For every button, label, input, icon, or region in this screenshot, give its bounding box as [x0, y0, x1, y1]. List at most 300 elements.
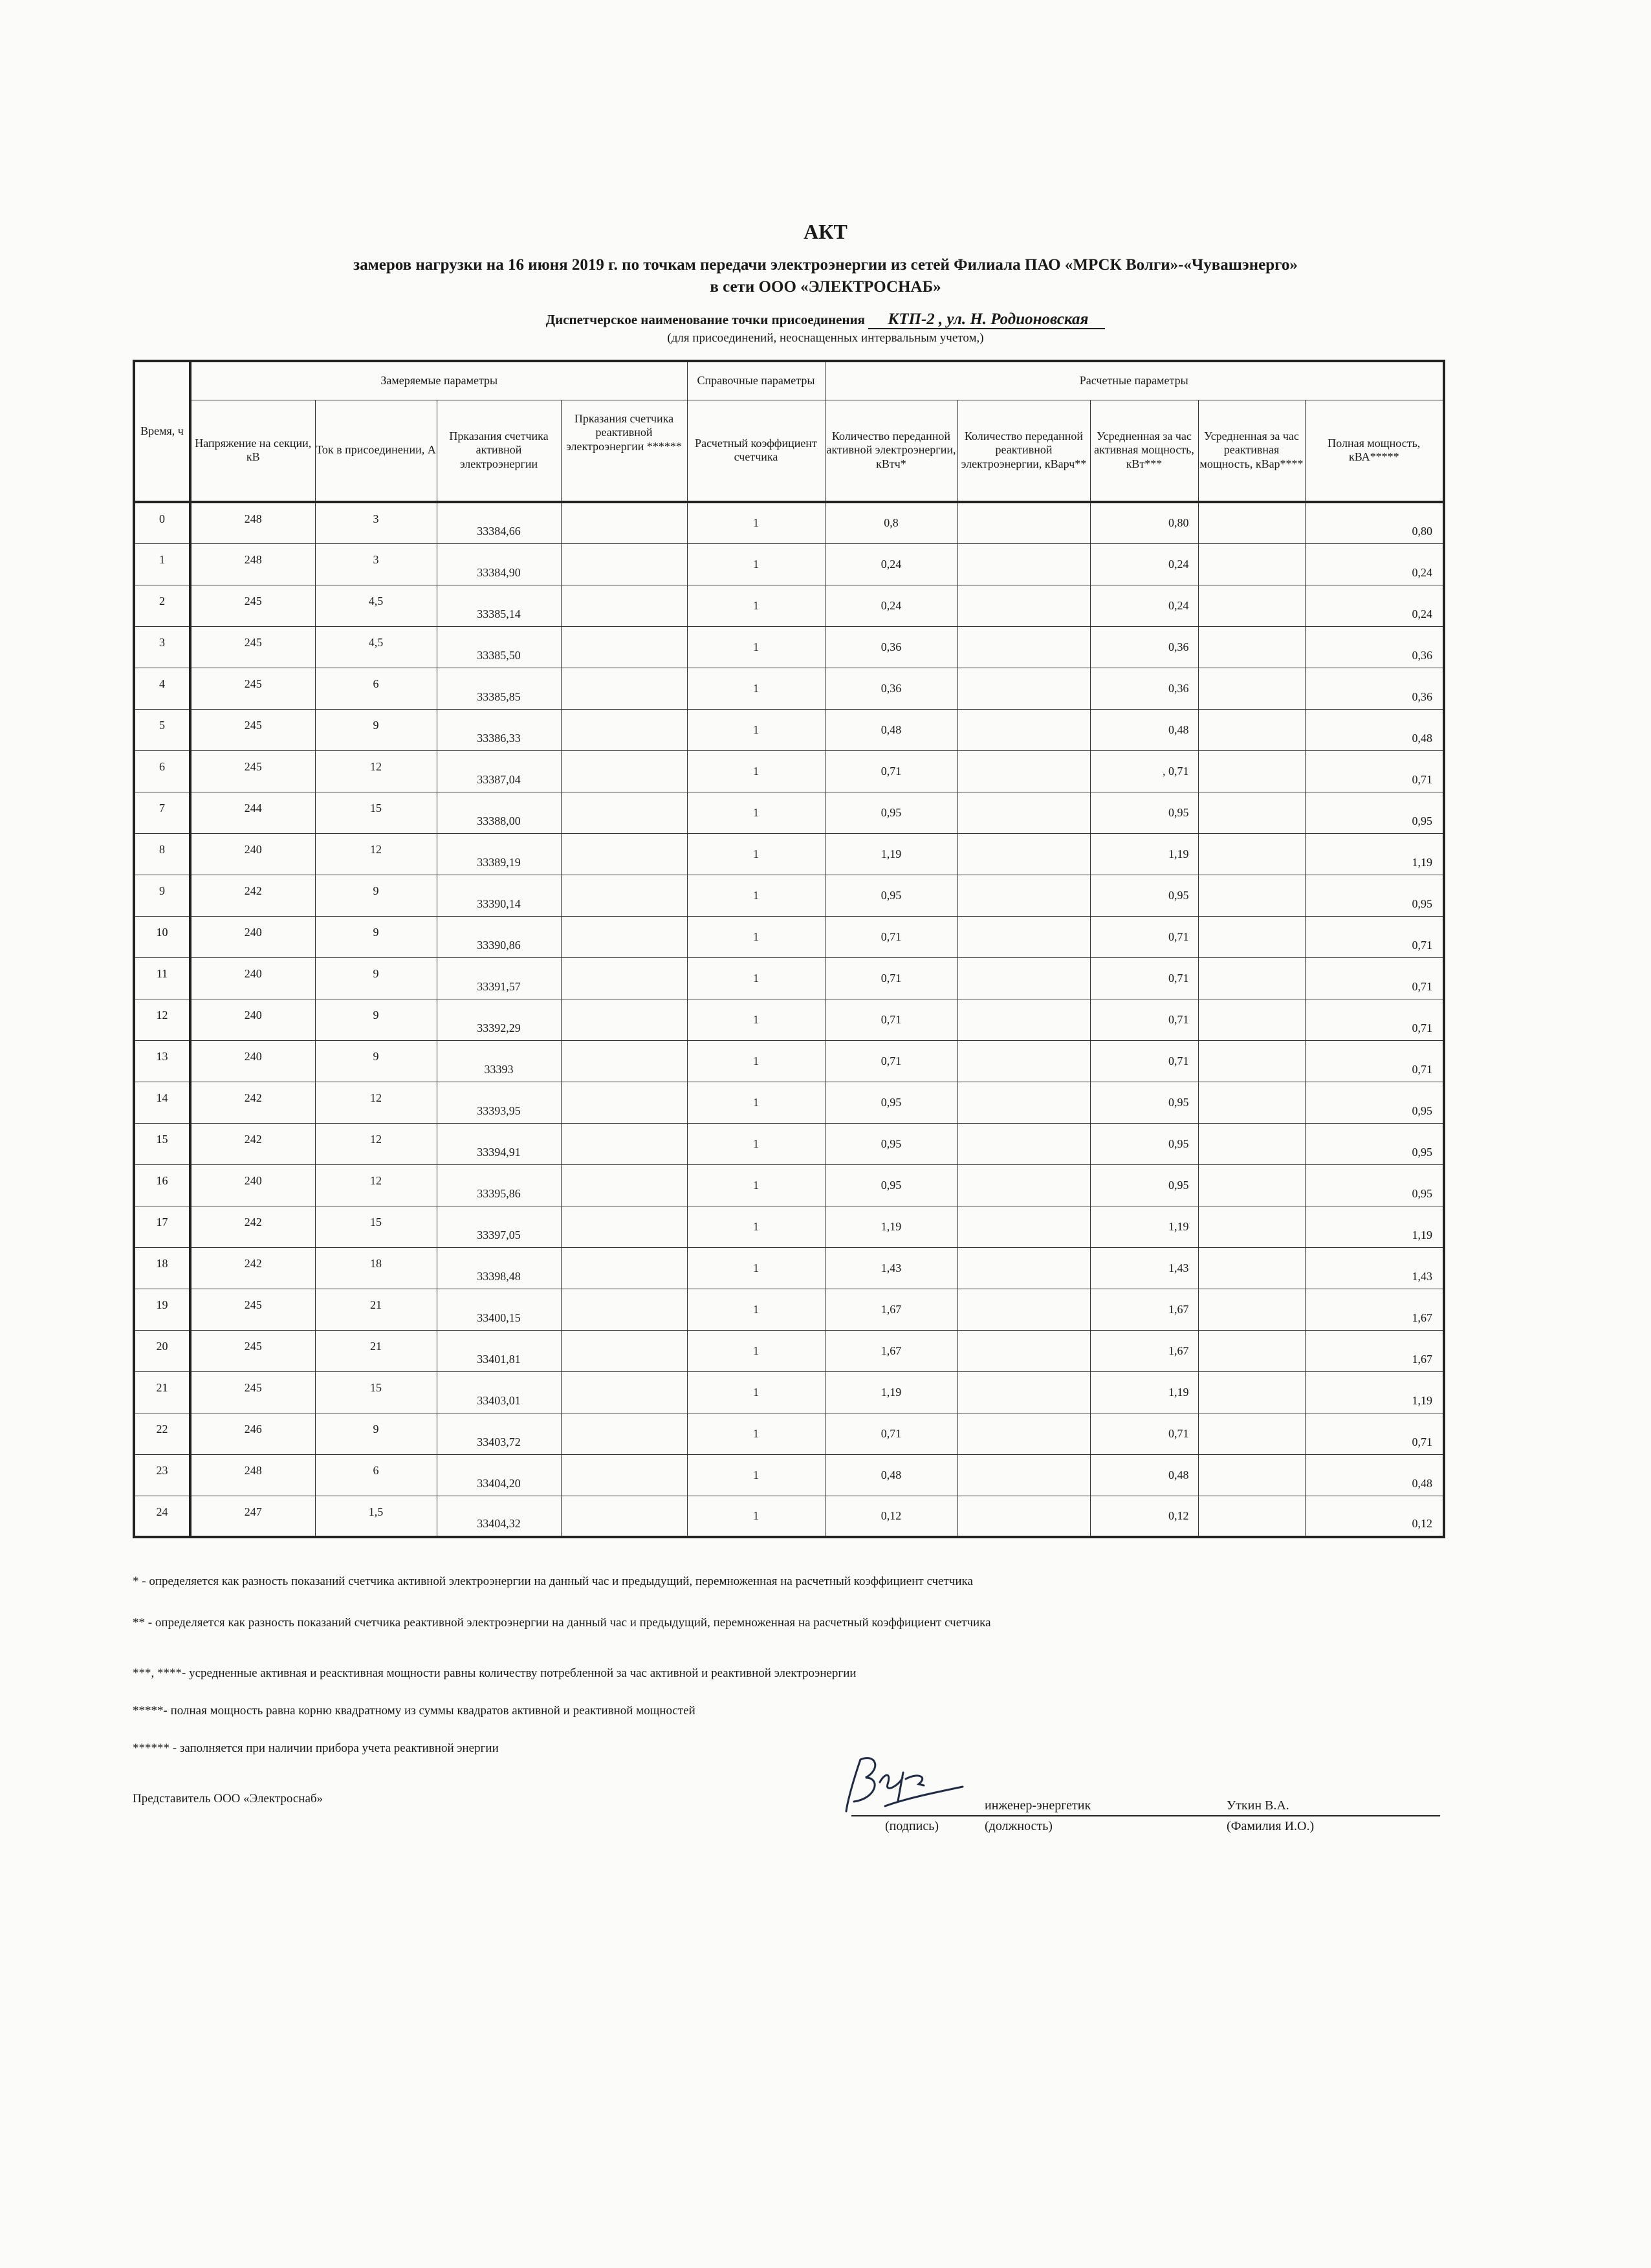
- reactive-quantity-cell: [957, 1040, 1090, 1082]
- avg-reactive-power-cell: [1198, 585, 1305, 626]
- dispatch-note: (для присоединений, неоснащенных интервальным учетом,): [667, 331, 984, 345]
- active-quantity-cell: 0,71: [825, 957, 957, 999]
- time-cell: 19: [134, 1289, 190, 1330]
- avg-active-power-cell: 0,36: [1090, 626, 1198, 668]
- active-meter-cell: 33388,00: [437, 792, 561, 833]
- full-power-cell: 1,19: [1305, 1371, 1444, 1413]
- table-row: [134, 833, 1444, 875]
- avg-reactive-power-cell: [1198, 750, 1305, 792]
- full-power-cell: 0,95: [1305, 1164, 1444, 1206]
- avg-active-power-cell: 0,48: [1090, 1454, 1198, 1496]
- reactive-quantity-cell: [957, 1206, 1090, 1247]
- avg-reactive-power-cell: [1198, 543, 1305, 585]
- table-row: [134, 957, 1444, 999]
- reactive-meter-cell: [561, 626, 687, 668]
- current-cell: 4,5: [315, 585, 437, 626]
- document-subtitle: замеров нагрузки на 16 июня 2019 г. по точкам передачи электроэнергии из сетей Филиала ПАО «МРСК Волги»-«Чувашэнерго»: [353, 256, 1298, 274]
- table-row: [134, 1371, 1444, 1413]
- coefficient-cell: 1: [687, 1206, 825, 1247]
- reactive-quantity-cell: [957, 585, 1090, 626]
- header-coefficient: Расчетный коэффициент счетчика: [687, 400, 825, 502]
- active-meter-cell: 33385,50: [437, 626, 561, 668]
- reactive-quantity-cell: [957, 1454, 1090, 1496]
- avg-active-power-cell: 0,71: [1090, 1413, 1198, 1454]
- active-quantity-cell: 0,24: [825, 543, 957, 585]
- current-cell: 3: [315, 543, 437, 585]
- avg-active-power-cell: 1,19: [1090, 1371, 1198, 1413]
- full-power-cell: 0,24: [1305, 585, 1444, 626]
- voltage-cell: 245: [190, 668, 315, 709]
- reactive-meter-cell: [561, 1496, 687, 1537]
- reactive-quantity-cell: [957, 543, 1090, 585]
- reactive-quantity-cell: [957, 875, 1090, 916]
- reactive-meter-cell: [561, 1206, 687, 1247]
- full-power-cell: 0,95: [1305, 1082, 1444, 1123]
- full-power-cell: 0,36: [1305, 626, 1444, 668]
- header-active-meter: Прказания счетчика активной электроэнергии: [437, 400, 561, 502]
- coefficient-cell: 1: [687, 1371, 825, 1413]
- active-meter-cell: 33400,15: [437, 1289, 561, 1330]
- coefficient-cell: 1: [687, 543, 825, 585]
- group-header-reference: Справочные параметры: [687, 361, 825, 400]
- coefficient-cell: 1: [687, 668, 825, 709]
- active-meter-cell: 33384,90: [437, 543, 561, 585]
- active-meter-cell: 33386,33: [437, 709, 561, 750]
- reactive-meter-cell: [561, 668, 687, 709]
- header-current: Ток в присоединении, А: [315, 400, 437, 502]
- active-quantity-cell: 0,95: [825, 1082, 957, 1123]
- table-row: [134, 1040, 1444, 1082]
- table-row: [134, 1454, 1444, 1496]
- coefficient-cell: 1: [687, 1123, 825, 1164]
- time-cell: 4: [134, 668, 190, 709]
- active-meter-cell: 33393,95: [437, 1082, 561, 1123]
- avg-reactive-power-cell: [1198, 792, 1305, 833]
- voltage-cell: 248: [190, 502, 315, 543]
- avg-reactive-power-cell: [1198, 626, 1305, 668]
- table-row: [134, 1206, 1444, 1247]
- avg-active-power-cell: 0,95: [1090, 792, 1198, 833]
- reactive-meter-cell: [561, 750, 687, 792]
- representative-label: Представитель ООО «Электроснаб»: [133, 1792, 323, 1805]
- time-cell: 13: [134, 1040, 190, 1082]
- reactive-quantity-cell: [957, 668, 1090, 709]
- full-power-cell: 0,71: [1305, 1413, 1444, 1454]
- reactive-quantity-cell: [957, 626, 1090, 668]
- coefficient-cell: 1: [687, 502, 825, 543]
- time-cell: 10: [134, 916, 190, 957]
- current-cell: 6: [315, 1454, 437, 1496]
- current-cell: 12: [315, 1082, 437, 1123]
- time-cell: 24: [134, 1496, 190, 1537]
- avg-active-power-cell: 0,80: [1090, 502, 1198, 543]
- coefficient-cell: 1: [687, 1082, 825, 1123]
- header-full-power: Полная мощность, кВА*****: [1305, 400, 1444, 502]
- coefficient-cell: 1: [687, 709, 825, 750]
- active-quantity-cell: 0,48: [825, 1454, 957, 1496]
- reactive-meter-cell: [561, 1164, 687, 1206]
- time-cell: 18: [134, 1247, 190, 1289]
- name-caption: (Фамилия И.О.): [1227, 1819, 1315, 1833]
- voltage-cell: 245: [190, 750, 315, 792]
- active-meter-cell: 33387,04: [437, 750, 561, 792]
- current-cell: 12: [315, 750, 437, 792]
- active-quantity-cell: 0,71: [825, 1040, 957, 1082]
- measurements-table: [133, 360, 1445, 1538]
- header-reactive-meter: Прказания счетчика реактивной электроэнергии ******: [561, 400, 687, 502]
- active-meter-cell: 33404,20: [437, 1454, 561, 1496]
- active-quantity-cell: 0,95: [825, 875, 957, 916]
- current-cell: 9: [315, 1413, 437, 1454]
- active-quantity-cell: 0,48: [825, 709, 957, 750]
- full-power-cell: 0,71: [1305, 916, 1444, 957]
- active-meter-cell: 33403,72: [437, 1413, 561, 1454]
- voltage-cell: 248: [190, 1454, 315, 1496]
- voltage-cell: 245: [190, 1330, 315, 1371]
- time-cell: 22: [134, 1413, 190, 1454]
- avg-reactive-power-cell: [1198, 1413, 1305, 1454]
- active-meter-cell: 33392,29: [437, 999, 561, 1040]
- coefficient-cell: 1: [687, 1289, 825, 1330]
- active-quantity-cell: 0,95: [825, 1123, 957, 1164]
- active-quantity-cell: 0,36: [825, 668, 957, 709]
- time-cell: 8: [134, 833, 190, 875]
- dispatch-name-line: [0, 311, 1651, 329]
- reactive-meter-cell: [561, 1371, 687, 1413]
- reactive-meter-cell: [561, 1123, 687, 1164]
- current-cell: 18: [315, 1247, 437, 1289]
- current-cell: 21: [315, 1289, 437, 1330]
- avg-active-power-cell: 0,24: [1090, 543, 1198, 585]
- active-meter-cell: 33394,91: [437, 1123, 561, 1164]
- reactive-meter-cell: [561, 543, 687, 585]
- coefficient-cell: 1: [687, 585, 825, 626]
- current-cell: 9: [315, 957, 437, 999]
- current-cell: 15: [315, 1371, 437, 1413]
- voltage-cell: 245: [190, 1289, 315, 1330]
- time-cell: 23: [134, 1454, 190, 1496]
- avg-active-power-cell: 0,95: [1090, 1082, 1198, 1123]
- table-row: [134, 1496, 1444, 1537]
- signature-line: [851, 1815, 1440, 1816]
- active-quantity-cell: 0,71: [825, 916, 957, 957]
- time-cell: 16: [134, 1164, 190, 1206]
- footnote-4: *****- полная мощность равна корню квадратному из суммы квадратов активной и реактивной мощностей: [133, 1704, 695, 1717]
- active-meter-cell: 33397,05: [437, 1206, 561, 1247]
- avg-active-power-cell: 1,67: [1090, 1289, 1198, 1330]
- avg-active-power-cell: 0,95: [1090, 875, 1198, 916]
- full-power-cell: 0,24: [1305, 543, 1444, 585]
- time-cell: 3: [134, 626, 190, 668]
- active-meter-cell: 33393: [437, 1040, 561, 1082]
- avg-active-power-cell: 0,36: [1090, 668, 1198, 709]
- voltage-cell: 246: [190, 1413, 315, 1454]
- active-meter-cell: 33390,14: [437, 875, 561, 916]
- active-meter-cell: 33384,66: [437, 502, 561, 543]
- coefficient-cell: 1: [687, 1413, 825, 1454]
- footnote-2: ** - определяется как разность показаний счетчика реактивной электроэнергии на данный час и предыдущий, перемноженная на расчетный коэффициент счетчика: [133, 1616, 991, 1630]
- coefficient-cell: 1: [687, 792, 825, 833]
- coefficient-cell: 1: [687, 1164, 825, 1206]
- coefficient-cell: 1: [687, 1247, 825, 1289]
- full-power-cell: 0,71: [1305, 750, 1444, 792]
- current-cell: 9: [315, 875, 437, 916]
- reactive-meter-cell: [561, 1330, 687, 1371]
- reactive-quantity-cell: [957, 750, 1090, 792]
- time-cell: 11: [134, 957, 190, 999]
- active-quantity-cell: 0,12: [825, 1496, 957, 1537]
- table-row: [134, 502, 1444, 543]
- voltage-cell: 242: [190, 1247, 315, 1289]
- table-row: [134, 709, 1444, 750]
- avg-reactive-power-cell: [1198, 502, 1305, 543]
- voltage-cell: 248: [190, 543, 315, 585]
- dispatch-name-label: Диспетчерское наименование точки присоединения: [545, 312, 866, 327]
- avg-active-power-cell: 1,19: [1090, 1206, 1198, 1247]
- avg-active-power-cell: 0,12: [1090, 1496, 1198, 1537]
- coefficient-cell: 1: [687, 833, 825, 875]
- full-power-cell: 1,19: [1305, 1206, 1444, 1247]
- avg-reactive-power-cell: [1198, 1164, 1305, 1206]
- time-cell: 2: [134, 585, 190, 626]
- avg-reactive-power-cell: [1198, 1289, 1305, 1330]
- table-row: [134, 916, 1444, 957]
- current-cell: 9: [315, 999, 437, 1040]
- active-meter-cell: 33390,86: [437, 916, 561, 957]
- avg-reactive-power-cell: [1198, 1206, 1305, 1247]
- group-header-measured: Замеряемые параметры: [190, 361, 687, 400]
- active-quantity-cell: 0,71: [825, 750, 957, 792]
- time-cell: 7: [134, 792, 190, 833]
- avg-reactive-power-cell: [1198, 999, 1305, 1040]
- reactive-quantity-cell: [957, 1371, 1090, 1413]
- time-cell: 6: [134, 750, 190, 792]
- avg-active-power-cell: , 0,71: [1090, 750, 1198, 792]
- voltage-cell: 245: [190, 585, 315, 626]
- avg-reactive-power-cell: [1198, 668, 1305, 709]
- active-quantity-cell: 0,71: [825, 1413, 957, 1454]
- full-power-cell: 0,95: [1305, 1123, 1444, 1164]
- current-cell: 6: [315, 668, 437, 709]
- reactive-meter-cell: [561, 585, 687, 626]
- header-voltage: Напряжение на секции, кВ: [190, 400, 315, 502]
- reactive-quantity-cell: [957, 957, 1090, 999]
- reactive-meter-cell: [561, 957, 687, 999]
- table-row: [134, 543, 1444, 585]
- current-cell: 12: [315, 1164, 437, 1206]
- active-meter-cell: 33404,32: [437, 1496, 561, 1537]
- reactive-meter-cell: [561, 1454, 687, 1496]
- full-power-cell: 1,67: [1305, 1289, 1444, 1330]
- table-row: [134, 585, 1444, 626]
- coefficient-cell: 1: [687, 1330, 825, 1371]
- active-quantity-cell: 0,24: [825, 585, 957, 626]
- table-row: [134, 1082, 1444, 1123]
- voltage-cell: 242: [190, 1123, 315, 1164]
- voltage-cell: 242: [190, 1206, 315, 1247]
- header-avg-reactive-power: Усредненная за час реактивная мощность, кВар****: [1198, 400, 1305, 502]
- full-power-cell: 1,43: [1305, 1247, 1444, 1289]
- table-row: [134, 875, 1444, 916]
- table-row: [134, 626, 1444, 668]
- time-cell: 0: [134, 502, 190, 543]
- avg-reactive-power-cell: [1198, 1496, 1305, 1537]
- avg-active-power-cell: 0,71: [1090, 999, 1198, 1040]
- voltage-cell: 240: [190, 1164, 315, 1206]
- header-reactive-quantity: Количество переданной реактивной электроэнергии, кВарч**: [957, 400, 1090, 502]
- active-quantity-cell: 0,36: [825, 626, 957, 668]
- voltage-cell: 240: [190, 916, 315, 957]
- reactive-meter-cell: [561, 1247, 687, 1289]
- signature-caption: (подпись): [885, 1819, 939, 1833]
- coefficient-cell: 1: [687, 999, 825, 1040]
- active-meter-cell: 33398,48: [437, 1247, 561, 1289]
- position-value: инженер-энергетик: [985, 1798, 1091, 1813]
- full-power-cell: 0,95: [1305, 875, 1444, 916]
- voltage-cell: 247: [190, 1496, 315, 1537]
- current-cell: 12: [315, 1123, 437, 1164]
- avg-active-power-cell: 0,95: [1090, 1123, 1198, 1164]
- name-value: Уткин В.А.: [1227, 1798, 1289, 1813]
- avg-reactive-power-cell: [1198, 1330, 1305, 1371]
- footnote-5: ****** - заполняется при наличии прибора учета реактивной энергии: [133, 1741, 499, 1755]
- voltage-cell: 240: [190, 957, 315, 999]
- current-cell: 9: [315, 709, 437, 750]
- active-quantity-cell: 1,19: [825, 1206, 957, 1247]
- full-power-cell: 0,48: [1305, 709, 1444, 750]
- table-row: [134, 1289, 1444, 1330]
- voltage-cell: 244: [190, 792, 315, 833]
- avg-active-power-cell: 0,24: [1090, 585, 1198, 626]
- active-meter-cell: 33401,81: [437, 1330, 561, 1371]
- avg-active-power-cell: 0,95: [1090, 1164, 1198, 1206]
- voltage-cell: 240: [190, 833, 315, 875]
- active-meter-cell: 33403,01: [437, 1371, 561, 1413]
- footnote-1: * - определяется как разность показаний счетчика активной электроэнергии на данный час и предыдущий, перемноженная на расчетный коэффициент счетчика: [133, 1575, 973, 1588]
- avg-active-power-cell: 0,48: [1090, 709, 1198, 750]
- full-power-cell: 0,80: [1305, 502, 1444, 543]
- reactive-quantity-cell: [957, 1289, 1090, 1330]
- avg-reactive-power-cell: [1198, 1454, 1305, 1496]
- time-cell: 1: [134, 543, 190, 585]
- current-cell: 4,5: [315, 626, 437, 668]
- active-meter-cell: 33389,19: [437, 833, 561, 875]
- active-meter-cell: 33385,85: [437, 668, 561, 709]
- table-row: [134, 1247, 1444, 1289]
- current-cell: 9: [315, 916, 437, 957]
- time-cell: 21: [134, 1371, 190, 1413]
- coefficient-cell: 1: [687, 1496, 825, 1537]
- table-row: [134, 1164, 1444, 1206]
- active-quantity-cell: 1,19: [825, 1371, 957, 1413]
- document-title: АКТ: [804, 220, 847, 243]
- full-power-cell: 0,71: [1305, 957, 1444, 999]
- time-cell: 5: [134, 709, 190, 750]
- reactive-meter-cell: [561, 999, 687, 1040]
- active-quantity-cell: 0,8: [825, 502, 957, 543]
- current-cell: 15: [315, 792, 437, 833]
- full-power-cell: 0,95: [1305, 792, 1444, 833]
- active-quantity-cell: 0,71: [825, 999, 957, 1040]
- reactive-meter-cell: [561, 1413, 687, 1454]
- reactive-quantity-cell: [957, 1082, 1090, 1123]
- table-row: [134, 750, 1444, 792]
- voltage-cell: 245: [190, 626, 315, 668]
- position-caption: (должность): [985, 1819, 1053, 1833]
- active-meter-cell: 33385,14: [437, 585, 561, 626]
- avg-reactive-power-cell: [1198, 1123, 1305, 1164]
- full-power-cell: 0,12: [1305, 1496, 1444, 1537]
- avg-reactive-power-cell: [1198, 1040, 1305, 1082]
- active-quantity-cell: 0,95: [825, 1164, 957, 1206]
- reactive-meter-cell: [561, 1289, 687, 1330]
- reactive-meter-cell: [561, 792, 687, 833]
- reactive-quantity-cell: [957, 833, 1090, 875]
- avg-reactive-power-cell: [1198, 957, 1305, 999]
- avg-reactive-power-cell: [1198, 916, 1305, 957]
- voltage-cell: 242: [190, 875, 315, 916]
- reactive-quantity-cell: [957, 1164, 1090, 1206]
- reactive-meter-cell: [561, 709, 687, 750]
- full-power-cell: 1,67: [1305, 1330, 1444, 1371]
- avg-active-power-cell: 0,71: [1090, 916, 1198, 957]
- current-cell: 12: [315, 833, 437, 875]
- current-cell: 21: [315, 1330, 437, 1371]
- avg-reactive-power-cell: [1198, 875, 1305, 916]
- time-cell: 9: [134, 875, 190, 916]
- current-cell: 3: [315, 502, 437, 543]
- reactive-meter-cell: [561, 833, 687, 875]
- handwritten-signature: [841, 1747, 964, 1818]
- voltage-cell: 245: [190, 709, 315, 750]
- current-cell: 9: [315, 1040, 437, 1082]
- avg-active-power-cell: 0,71: [1090, 957, 1198, 999]
- avg-active-power-cell: 1,67: [1090, 1330, 1198, 1371]
- time-cell: 12: [134, 999, 190, 1040]
- coefficient-cell: 1: [687, 875, 825, 916]
- reactive-quantity-cell: [957, 502, 1090, 543]
- avg-reactive-power-cell: [1198, 1247, 1305, 1289]
- avg-reactive-power-cell: [1198, 709, 1305, 750]
- voltage-cell: 245: [190, 1371, 315, 1413]
- coefficient-cell: 1: [687, 626, 825, 668]
- table-row: [134, 792, 1444, 833]
- full-power-cell: 0,48: [1305, 1454, 1444, 1496]
- coefficient-cell: 1: [687, 1454, 825, 1496]
- reactive-quantity-cell: [957, 999, 1090, 1040]
- avg-reactive-power-cell: [1198, 1082, 1305, 1123]
- current-cell: 1,5: [315, 1496, 437, 1537]
- coefficient-cell: 1: [687, 1040, 825, 1082]
- time-cell: 14: [134, 1082, 190, 1123]
- reactive-meter-cell: [561, 916, 687, 957]
- active-quantity-cell: 1,67: [825, 1330, 957, 1371]
- table-row: [134, 668, 1444, 709]
- active-quantity-cell: 1,43: [825, 1247, 957, 1289]
- table-row: [134, 999, 1444, 1040]
- voltage-cell: 242: [190, 1082, 315, 1123]
- active-meter-cell: 33395,86: [437, 1164, 561, 1206]
- reactive-meter-cell: [561, 1040, 687, 1082]
- active-meter-cell: 33391,57: [437, 957, 561, 999]
- table-row: [134, 1413, 1444, 1454]
- reactive-meter-cell: [561, 1082, 687, 1123]
- voltage-cell: 240: [190, 1040, 315, 1082]
- avg-active-power-cell: 0,71: [1090, 1040, 1198, 1082]
- avg-active-power-cell: 1,43: [1090, 1247, 1198, 1289]
- reactive-quantity-cell: [957, 916, 1090, 957]
- full-power-cell: 1,19: [1305, 833, 1444, 875]
